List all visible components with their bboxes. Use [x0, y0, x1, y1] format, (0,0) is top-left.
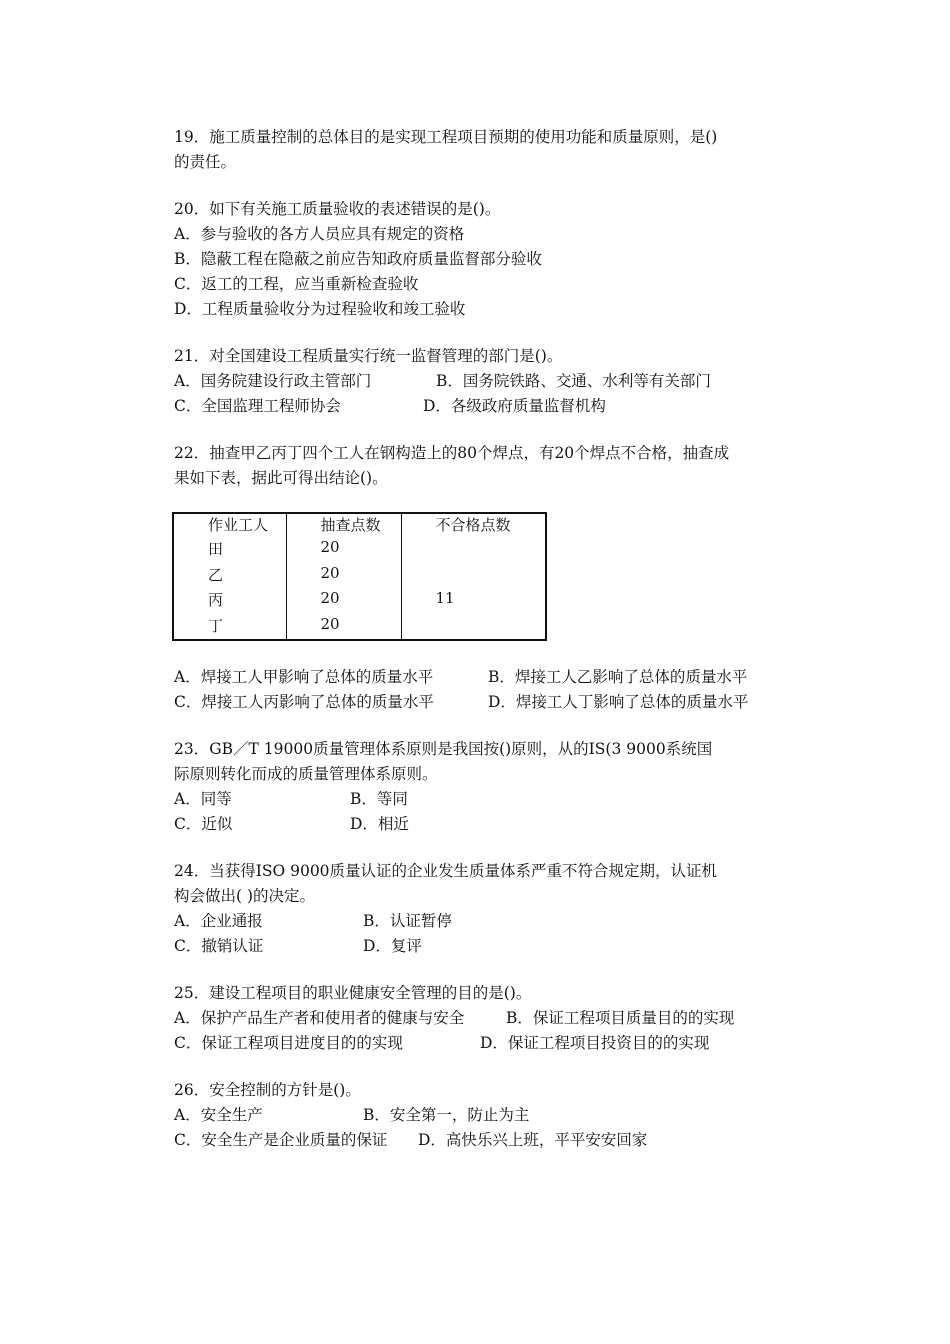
q21-option-c: C．全国监理工程师协会: [174, 397, 341, 415]
q23-option-d: D．相近: [350, 815, 409, 833]
q20-option-d: D．工程质量验收分为过程验收和竣工验收: [174, 300, 466, 318]
table-cell: 20: [286, 589, 401, 614]
q23-option-b: B．等同: [350, 790, 408, 808]
q26-option-a: A．安全生产: [174, 1106, 263, 1124]
q20-stem: 20．如下有关施工质量验收的表述错误的是()。: [174, 200, 501, 218]
table-cell: 20: [286, 538, 401, 563]
q21-option-d: D．各级政府质量监督机构: [423, 397, 606, 415]
q20-option-a: A．参与验收的各方人员应具有规定的资格: [174, 225, 465, 243]
q25-stem: 25．建设工程项目的职业健康安全管理的目的是()。: [174, 984, 532, 1002]
table-cell: 田: [173, 538, 286, 563]
q21-option-a: A．国务院建设行政主管部门: [174, 372, 372, 390]
table-header-cell: 抽查点数: [286, 513, 401, 538]
table-row: [173, 615, 546, 640]
table-cell: 乙: [173, 564, 286, 589]
q26-option-d: D．高快乐兴上班，平平安安回家: [418, 1131, 648, 1149]
q25-option-b: B．保证工程项目质量目的的实现: [506, 1009, 735, 1027]
q19-stem-line2: 的责任。: [174, 153, 237, 171]
q24-option-c: C．撤销认证: [174, 937, 264, 955]
q20-option-b: B．隐蔽工程在隐蔽之前应告知政府质量监督部分验收: [174, 250, 542, 268]
q26-option-b: B．安全第一，防止为主: [363, 1106, 530, 1124]
q22-option-c: C．焊接工人丙影响了总体的质量水平: [174, 693, 434, 711]
q24-option-d: D．复评: [363, 937, 422, 955]
q23-stem-line2: 际原则转化而成的质量管理体系原则。: [174, 765, 438, 783]
q22-stem-line1: 22．抽查甲乙丙丁四个工人在钢构造上的80个焊点，有20个焊点不合格，抽查成: [174, 444, 730, 462]
table-header-cell: 不合格点数: [401, 513, 546, 538]
q22-option-d: D．焊接工人丁影响了总体的质量水平: [488, 693, 749, 711]
q22-stem-line2: 果如下表，据此可得出结论()。: [174, 469, 388, 487]
table-cell: 20: [286, 615, 401, 640]
q26-option-c: C．安全生产是企业质量的保证: [174, 1131, 388, 1149]
q20-option-c: C．返工的工程，应当重新检查验收: [174, 275, 419, 293]
q25-option-d: D．保证工程项目投资目的的实现: [480, 1034, 710, 1052]
table-header-row: [173, 513, 546, 538]
q19-stem-line1: 19．施工质量控制的总体目的是实现工程项目预期的使用功能和质量原则，是(): [174, 128, 718, 146]
q21-stem: 21．对全国建设工程质量实行统一监督管理的部门是()。: [174, 347, 563, 365]
table-row: [173, 538, 546, 563]
q24-option-b: B．认证暂停: [363, 912, 452, 930]
table-cell: [401, 615, 546, 640]
table-row: [173, 564, 546, 589]
q23-option-c: C．近似: [174, 815, 233, 833]
table-row: [173, 589, 546, 614]
q21-option-b: B．国务院铁路、交通、水利等有关部门: [436, 372, 711, 390]
table-cell: 11: [401, 589, 546, 614]
q22-option-a: A．焊接工人甲影响了总体的质量水平: [174, 668, 434, 686]
q24-stem-line2: 构会做出( )的决定。: [174, 887, 316, 905]
q25-option-a: A．保护产品生产者和使用者的健康与安全: [174, 1009, 465, 1027]
table-cell: 20: [286, 564, 401, 589]
table-header-cell: 作业工人: [173, 513, 286, 538]
table-cell: 丁: [173, 615, 286, 640]
table-cell: 丙: [173, 589, 286, 614]
table-cell: [401, 538, 546, 563]
q26-stem: 26．安全控制的方针是()。: [174, 1081, 361, 1099]
q24-stem-line1: 24．当获得ISO 9000质量认证的企业发生质量体系严重不符合规定期，认证机: [174, 862, 718, 880]
q25-option-c: C．保证工程项目进度目的的实现: [174, 1034, 403, 1052]
q22-option-b: B．焊接工人乙影响了总体的质量水平: [488, 668, 748, 686]
table-cell: [401, 564, 546, 589]
q24-option-a: A．企业通报: [174, 912, 263, 930]
q23-option-a: A．同等: [174, 790, 232, 808]
q23-stem-line1: 23．GB／T 19000质量管理体系原则是我国按()原则，从的IS(3 9000系统国: [174, 740, 713, 758]
inspection-table: [172, 512, 547, 641]
